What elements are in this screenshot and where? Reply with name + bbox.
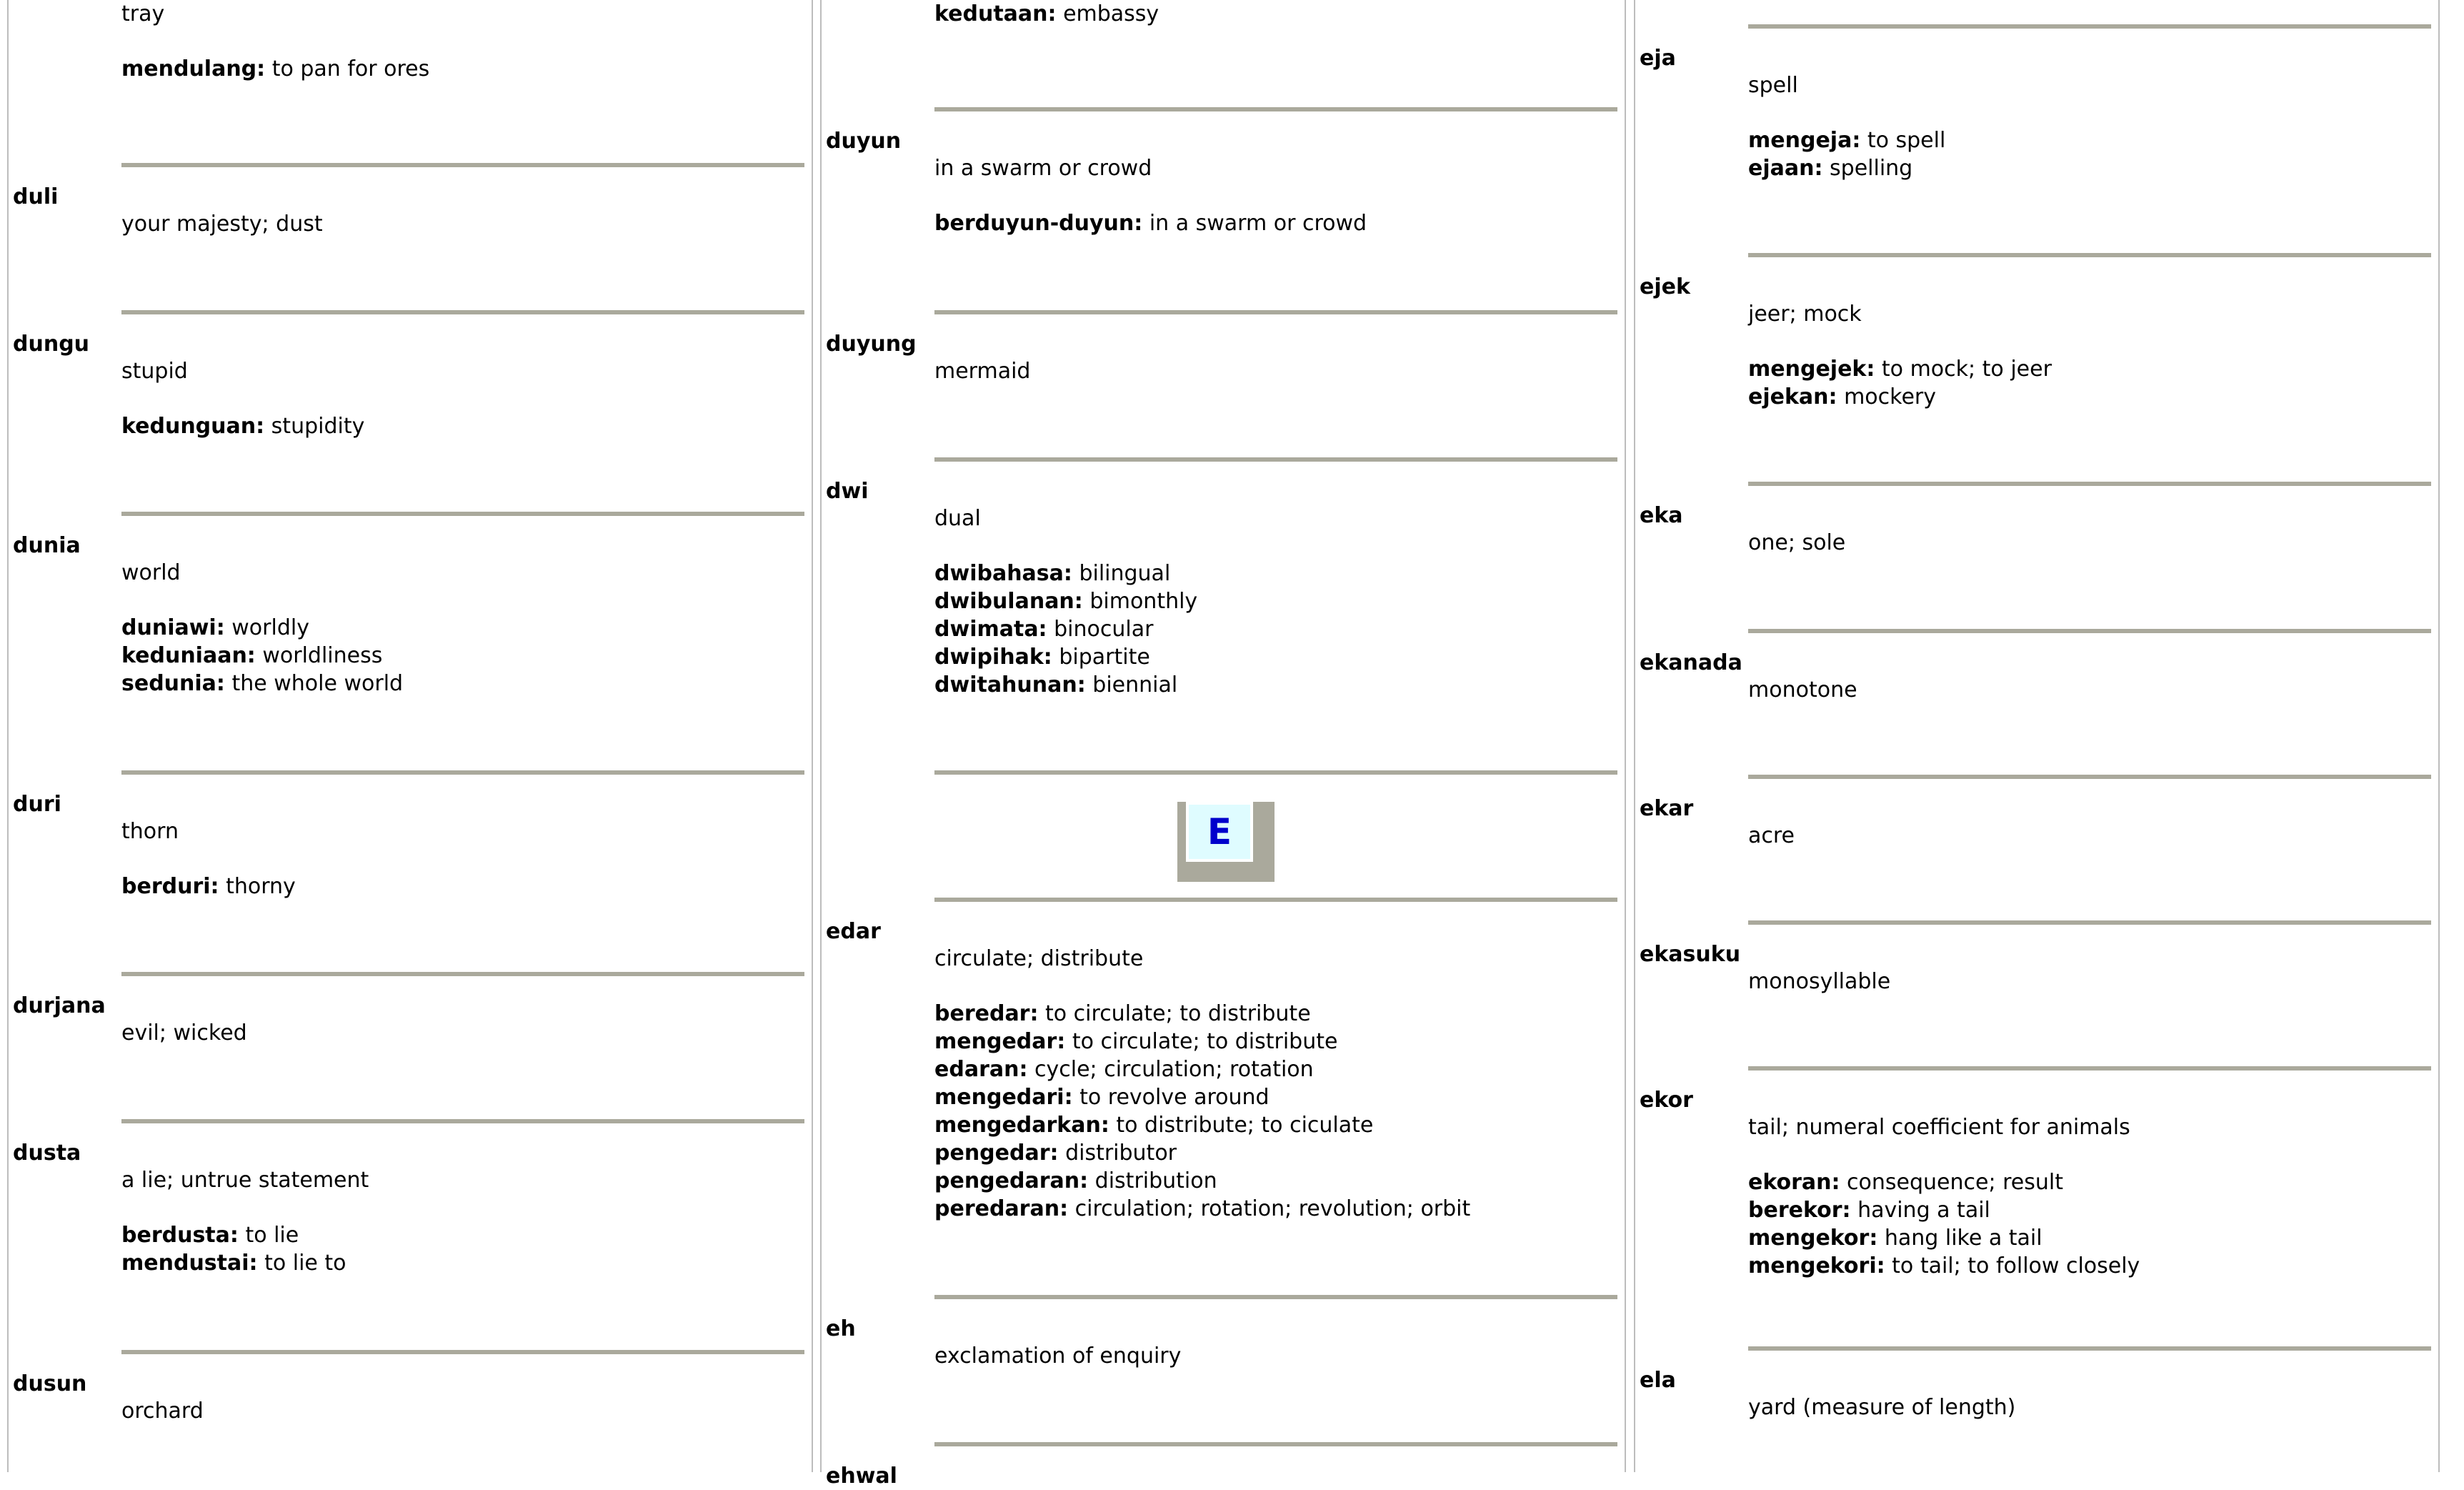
entry-body	[121, 1397, 804, 1425]
meaning: tray	[121, 1, 165, 26]
derivative-word: dwibulanan:	[934, 589, 1083, 614]
entry-divider	[121, 310, 804, 314]
entry-body	[121, 818, 804, 900]
derivative-definition: thorny	[226, 874, 296, 899]
derivative	[1748, 1196, 2431, 1224]
derivative-list	[121, 873, 804, 900]
derivative	[934, 1000, 1617, 1028]
derivative-word: duniawi:	[121, 615, 225, 640]
entry-body	[934, 505, 1617, 699]
derivative-word: kedutaan:	[934, 1, 1057, 26]
derivative-word: ejaan:	[1748, 156, 1823, 181]
entry-body	[121, 1019, 804, 1047]
headword: ekar	[1640, 796, 1694, 821]
derivative-definition: hang like a tail	[1884, 1226, 2042, 1251]
meaning: acre	[1748, 823, 1795, 848]
headword: duli	[13, 184, 59, 209]
derivative-list	[1748, 1168, 2431, 1280]
headword: duyung	[826, 332, 917, 357]
derivative-word: edaran:	[934, 1057, 1028, 1082]
derivative-definition: to circulate; to distribute	[1072, 1029, 1338, 1054]
derivative-definition: having a tail	[1857, 1198, 1990, 1223]
derivative-list	[121, 1221, 804, 1277]
headword: ekanada	[1640, 650, 1742, 675]
entry-body	[1748, 676, 2431, 704]
dictionary-column-2	[820, 0, 1626, 1489]
derivative-list	[121, 614, 804, 697]
derivative-definition: to pan for ores	[271, 56, 430, 81]
entry-body	[1748, 1113, 2431, 1280]
derivative-word: dwimata:	[934, 617, 1047, 642]
derivative-definition: worldly	[231, 615, 309, 640]
derivative-definition: bilingual	[1079, 561, 1171, 586]
derivative	[934, 671, 1617, 699]
meaning: mermaid	[934, 359, 1031, 384]
meaning: one; sole	[1748, 530, 1846, 555]
derivative-list	[121, 55, 804, 83]
derivative	[1748, 383, 2431, 411]
meaning: dual	[934, 506, 981, 531]
section-letter-badge: E	[1186, 802, 1253, 862]
entry-divider	[934, 1295, 1617, 1299]
entry-divider	[934, 770, 1617, 775]
derivative	[934, 1139, 1617, 1167]
entry-body	[934, 154, 1617, 237]
entry-body	[121, 1166, 804, 1277]
derivative-definition: worldliness	[262, 643, 383, 668]
derivative	[121, 642, 804, 670]
derivative-definition: bipartite	[1059, 645, 1150, 670]
entry-body	[1748, 1394, 2431, 1421]
derivative-definition: to circulate; to distribute	[1045, 1001, 1311, 1026]
derivative	[934, 560, 1617, 587]
meaning: yard (measure of length)	[1748, 1395, 2016, 1420]
derivative-word: mendulang:	[121, 56, 266, 81]
entry-divider	[121, 972, 804, 976]
entry-divider	[1748, 775, 2431, 779]
derivative-word: beredar:	[934, 1001, 1039, 1026]
derivative-definition: stupidity	[271, 414, 365, 439]
dictionary-column-3	[1634, 0, 2440, 1472]
derivative-definition: to lie	[245, 1223, 299, 1248]
entry-divider	[121, 512, 804, 516]
headword: ekor	[1640, 1088, 1693, 1113]
derivative-word: mengekor:	[1748, 1226, 1878, 1251]
derivative-word: pengedaran:	[934, 1168, 1089, 1193]
entry-divider	[1748, 629, 2431, 633]
derivative-word: mengedari:	[934, 1085, 1073, 1110]
entry-divider	[121, 1350, 804, 1354]
derivative-definition: embassy	[1063, 1, 1159, 26]
derivative-word: mengedar:	[934, 1029, 1066, 1054]
meaning: orchard	[121, 1399, 204, 1424]
entry-body	[121, 0, 804, 83]
meaning: stupid	[121, 359, 188, 384]
derivative-word: berduri:	[121, 874, 219, 899]
derivative-definition: to lie to	[264, 1251, 346, 1276]
derivative	[934, 209, 1617, 237]
derivative-word: mengejek:	[1748, 357, 1875, 382]
derivative-definition: bimonthly	[1089, 589, 1198, 614]
headword: durjana	[13, 993, 106, 1018]
derivative-definition: to spell	[1867, 128, 1946, 153]
headword: duyun	[826, 129, 902, 154]
derivative-word: keduniaan:	[121, 643, 256, 668]
derivative	[1748, 126, 2431, 154]
derivative-word: mengekori:	[1748, 1253, 1885, 1278]
derivative-definition: biennial	[1092, 672, 1178, 697]
derivative-definition: to mock; to jeer	[1881, 357, 2052, 382]
derivative-list	[1748, 126, 2431, 182]
headword: eja	[1640, 46, 1676, 71]
derivative-list	[121, 412, 804, 440]
derivative	[121, 55, 804, 83]
derivative	[934, 615, 1617, 643]
derivative-word: dwipihak:	[934, 645, 1052, 670]
derivative	[934, 643, 1617, 671]
meaning: evil; wicked	[121, 1020, 247, 1046]
headword: eh	[826, 1316, 856, 1341]
derivative	[121, 1249, 804, 1277]
derivative-definition: distribution	[1094, 1168, 1217, 1193]
entry-divider	[1748, 24, 2431, 29]
headword: ehwal	[826, 1464, 897, 1489]
derivative-list	[934, 560, 1617, 699]
entry-body	[1748, 300, 2431, 411]
derivative-word: berekor:	[1748, 1198, 1851, 1223]
derivative-definition: consequence; result	[1847, 1170, 2063, 1195]
derivative	[1748, 355, 2431, 383]
entry-divider	[934, 107, 1617, 111]
derivative-definition: to revolve around	[1079, 1085, 1270, 1110]
headword: ela	[1640, 1368, 1676, 1393]
derivative-definition: circulation; rotation; revolution; orbit	[1074, 1196, 1471, 1221]
headword: dusun	[13, 1371, 87, 1396]
entry-body	[121, 210, 804, 238]
derivative	[1748, 1168, 2431, 1196]
entry-divider	[1748, 1346, 2431, 1351]
meaning: spell	[1748, 73, 1798, 98]
entry-divider	[1748, 253, 2431, 257]
derivative-word: mengedarkan:	[934, 1113, 1109, 1138]
meaning: world	[121, 560, 181, 585]
derivative-definition: the whole world	[231, 671, 404, 696]
derivative-word: dwitahunan:	[934, 672, 1086, 697]
derivative-definition: to distribute; to ciculate	[1116, 1113, 1374, 1138]
entry-divider	[934, 1442, 1617, 1446]
derivative-word: mengeja:	[1748, 128, 1861, 153]
entry-body	[934, 357, 1617, 385]
meaning: exclamation of enquiry	[934, 1344, 1182, 1369]
derivative-word: kedunguan:	[121, 414, 265, 439]
derivative-definition: in a swarm or crowd	[1149, 211, 1367, 236]
headword: duri	[13, 792, 61, 817]
derivative	[934, 0, 1617, 28]
meaning: a lie; untrue statement	[121, 1168, 369, 1193]
derivative	[1748, 1252, 2431, 1280]
dictionary-column-1	[7, 0, 813, 1472]
meaning: thorn	[121, 819, 179, 844]
derivative-list	[1748, 355, 2431, 411]
derivative-word: sedunia:	[121, 671, 225, 696]
entry-divider	[1748, 482, 2431, 486]
derivative-word: peredaran:	[934, 1196, 1069, 1221]
entry-divider	[934, 310, 1617, 314]
derivative	[934, 1028, 1617, 1056]
headword: edar	[826, 919, 881, 944]
derivative	[121, 670, 804, 697]
derivative-word: mendustai:	[121, 1251, 258, 1276]
entry-body	[121, 357, 804, 440]
derivative-definition: spelling	[1830, 156, 1913, 181]
entry-divider	[934, 898, 1617, 902]
derivative	[934, 1083, 1617, 1111]
derivative-definition: mockery	[1844, 384, 1936, 409]
derivative	[121, 614, 804, 642]
meaning: jeer; mock	[1748, 302, 1862, 327]
headword: ejek	[1640, 274, 1690, 299]
entry-body	[934, 945, 1617, 1223]
derivative-word: pengedar:	[934, 1141, 1059, 1166]
headword: ekasuku	[1640, 942, 1741, 967]
meaning: your majesty; dust	[121, 212, 323, 237]
headword: dungu	[13, 332, 90, 357]
derivative	[1748, 1224, 2431, 1252]
derivative	[934, 587, 1617, 615]
derivative	[934, 1056, 1617, 1083]
entry-divider	[121, 1119, 804, 1123]
derivative-word: ekoran:	[1748, 1170, 1840, 1195]
derivative-list	[934, 1000, 1617, 1223]
headword: eka	[1640, 503, 1683, 528]
derivative	[1748, 154, 2431, 182]
derivative-list	[934, 209, 1617, 237]
entry-divider	[1748, 920, 2431, 925]
meaning: in a swarm or crowd	[934, 156, 1152, 181]
derivative-definition: to tail; to follow closely	[1892, 1253, 2140, 1278]
derivative	[121, 1221, 804, 1249]
derivative-word: dwibahasa:	[934, 561, 1072, 586]
entry-body	[121, 559, 804, 697]
entry-divider	[121, 163, 804, 167]
derivative	[934, 1167, 1617, 1195]
entry-body	[1748, 529, 2431, 557]
entry-divider	[934, 457, 1617, 462]
derivative-definition: distributor	[1065, 1141, 1177, 1166]
entry-body	[934, 0, 1617, 28]
derivative	[121, 412, 804, 440]
derivative-word: berduyun-duyun:	[934, 211, 1143, 236]
derivative-word: berdusta:	[121, 1223, 239, 1248]
entry-divider	[1748, 1066, 2431, 1071]
entry-body	[1748, 71, 2431, 182]
headword: dwi	[826, 479, 869, 504]
meaning: monosyllable	[1748, 969, 1891, 994]
headword: dusta	[13, 1141, 81, 1166]
derivative	[934, 1111, 1617, 1139]
entry-divider	[121, 770, 804, 775]
entry-body	[1748, 822, 2431, 850]
derivative-definition: cycle; circulation; rotation	[1034, 1057, 1314, 1082]
derivative-word: ejekan:	[1748, 384, 1837, 409]
meaning: circulate; distribute	[934, 946, 1144, 971]
derivative-definition: binocular	[1054, 617, 1154, 642]
meaning: monotone	[1748, 677, 1857, 702]
derivative	[121, 873, 804, 900]
headword: dunia	[13, 533, 81, 558]
meaning: tail; numeral coefficient for animals	[1748, 1115, 2130, 1140]
entry-body	[934, 1342, 1617, 1370]
derivative	[934, 1195, 1617, 1223]
entry-body	[1748, 968, 2431, 995]
